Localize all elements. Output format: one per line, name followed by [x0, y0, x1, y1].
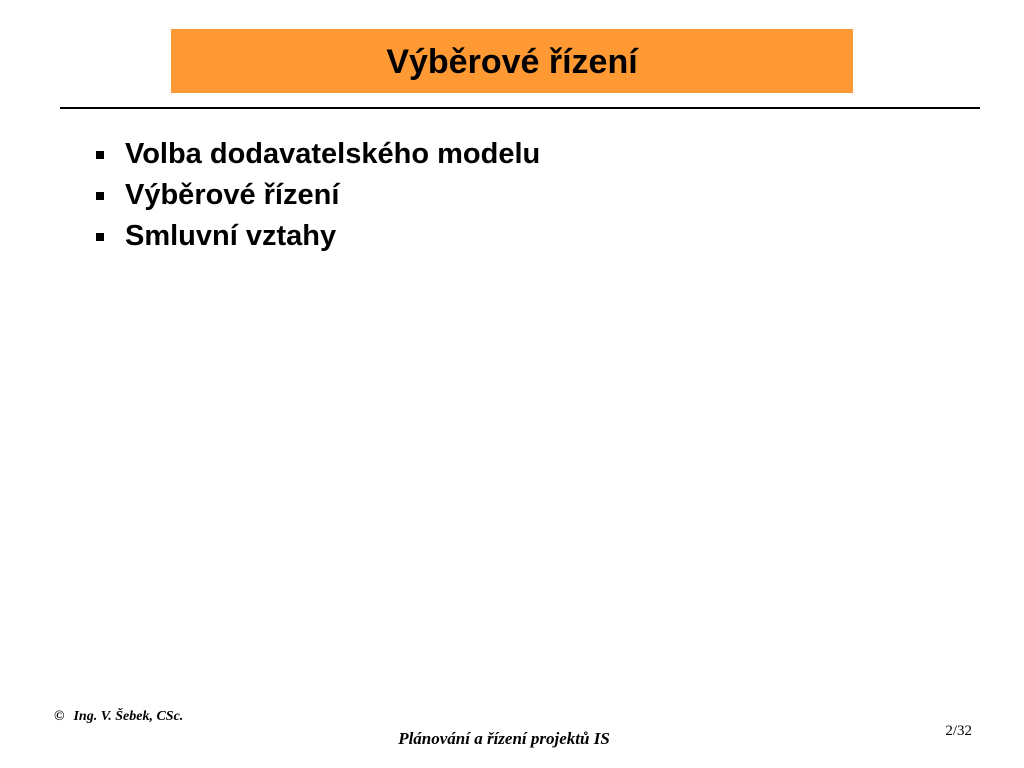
slide-title-banner: [171, 29, 853, 93]
bullet-text: Volba dodavatelského modelu: [125, 138, 541, 170]
copyright-symbol: ©: [54, 709, 65, 724]
bullet-list: [92, 134, 540, 257]
bullet-item: [92, 216, 540, 257]
square-bullet-icon: [96, 192, 104, 200]
footer-author: [54, 709, 183, 725]
footer-course-title: Plánování a řízení projektů IS: [398, 729, 610, 748]
bullet-item: [92, 175, 540, 216]
square-bullet-icon: [96, 151, 104, 159]
title-divider: [60, 107, 980, 109]
square-bullet-icon: [96, 233, 104, 241]
bullet-item: [92, 134, 540, 175]
bullet-text: Smluvní vztahy: [125, 220, 337, 252]
bullet-text: Výběrové řízení: [125, 179, 340, 211]
slide-title: Výběrové řízení: [386, 43, 638, 81]
page-number: 2/32: [945, 723, 972, 739]
author-name: Ing. V. Šebek, CSc.: [73, 709, 184, 724]
